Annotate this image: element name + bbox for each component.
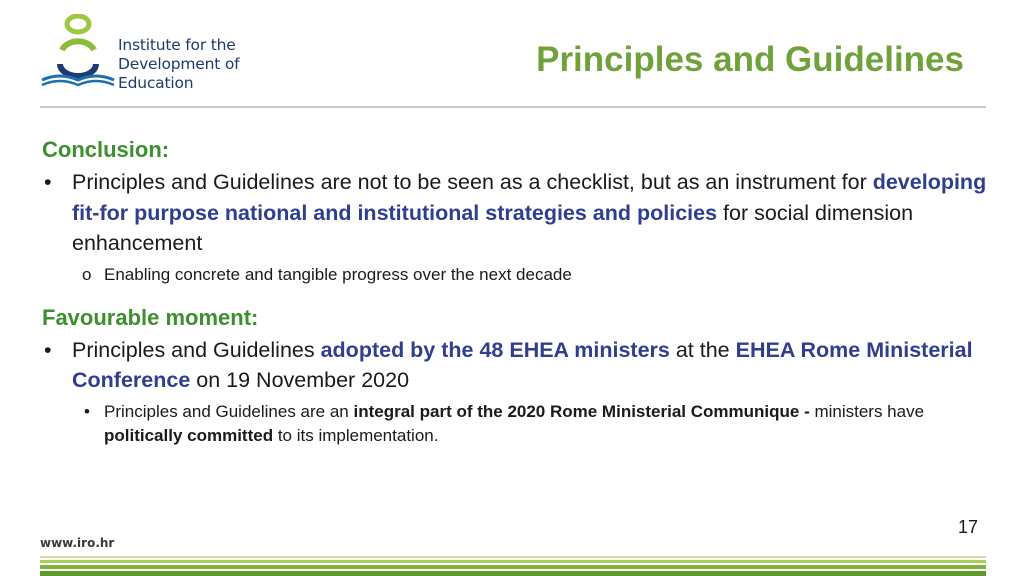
logo-emblem-icon: [40, 14, 120, 94]
favourable-moment-heading: Favourable moment:: [42, 304, 259, 330]
conclusion-text-before: Principles and Guidelines are not to be seen as a checklist, but as an instrument for: [72, 170, 873, 194]
favourable-highlight-1: adopted by the 48 EHEA ministers: [320, 337, 670, 362]
conclusion-sub-text: Enabling concrete and tangible progress over the next decade: [104, 264, 572, 284]
footer-stripe-1: [40, 556, 986, 558]
favourable-sub-bold-2: politically committed: [104, 425, 274, 445]
favourable-text-3: on 19 November 2020: [190, 368, 410, 392]
conclusion-text-after: for social dimension enhancement: [72, 200, 914, 255]
favourable-bullet: [42, 335, 992, 396]
title-divider: [40, 106, 986, 108]
footer-stripe-2: [40, 560, 986, 563]
page-title: Principles and Guidelines: [536, 40, 964, 79]
footer-stripe-4: [40, 571, 986, 576]
footer-stripe-3: [40, 565, 986, 569]
logo-text-line2: Development of Education: [118, 55, 240, 92]
conclusion-sub-bullet: [42, 263, 992, 287]
logo-text: [118, 36, 290, 93]
favourable-highlight-2: EHEA Rome Ministerial Conference: [72, 337, 973, 392]
sub-bullet-marker: o: [82, 264, 92, 284]
page-number: 17: [958, 517, 979, 537]
favourable-text-2: at the: [669, 337, 736, 362]
favourable-text-1: Principles and Guidelines: [72, 337, 321, 362]
footer-url: www.iro.hr: [40, 536, 115, 550]
slide-content: [42, 136, 992, 448]
logo-text-line1: Institute for the: [118, 36, 236, 54]
favourable-sub-bullet: [42, 400, 992, 448]
conclusion-highlight: developing fit-for purpose national and institutional strategies and policies: [72, 170, 987, 225]
conclusion-bullet: [42, 167, 992, 259]
favourable-sub-text-2: ministers have: [814, 401, 925, 421]
institute-logo: [40, 14, 290, 94]
favourable-sub-text-3: to its implementation.: [273, 425, 439, 445]
favourable-sub-text-1: Principles and Guidelines are an: [104, 401, 354, 421]
conclusion-heading: Conclusion:: [42, 137, 170, 162]
sub-bullet-marker: •: [84, 401, 90, 421]
favourable-sub-bold-1: integral part of the 2020 Rome Ministerial Communique -: [353, 401, 815, 421]
